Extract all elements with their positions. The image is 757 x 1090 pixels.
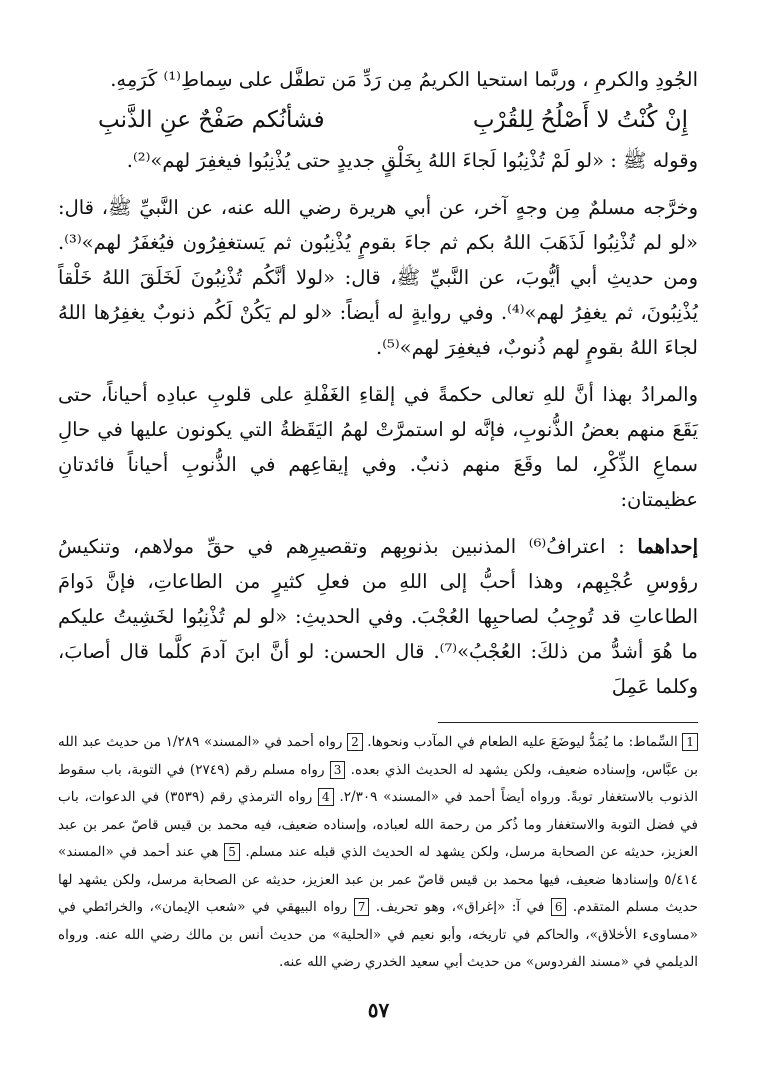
footnote-number: 7 bbox=[354, 898, 370, 916]
footnote-text: رواه البيهقي في «شعب الإيمان»، والخرائطي في «مساوىء الأخلاق»، والحاكم في تاريخه، وأبو نعيم في «الحلية» من حديث أنس بن مالك رضي الله عنه. ورواه الديلمي في «مسند الفردوس» من حديث أبي سعيد الخدري رضي الله عنه. bbox=[58, 899, 698, 970]
footnote-number: 5 bbox=[224, 843, 240, 861]
paragraph-5 bbox=[58, 529, 698, 704]
footnote-text: رواه الترمذي رقم (٣٥٣٩) في الدعوات، باب في فضل التوبة والاستغفار وما ذُكر من رحمة الله لعباده، وإسناده ضعيف، فيه محمد بن قيس قاصّ عمر بن عبد العزيز، حديثه عن الصحابة مرسل، ولكن يشهد له الحديث الذي قبله عند مسلم. bbox=[58, 789, 698, 860]
verse-hemistich-1: إِنْ كُنْتُ لا أَصْلُحُ لِلقُرْبِ bbox=[472, 107, 688, 133]
footnote-number: 1 bbox=[682, 733, 698, 751]
footnote-item bbox=[367, 734, 698, 750]
paragraph-1: الجُودِ والكرمِ ، وربَّما استحيا الكريمُ مِن رَدِّ مَن تطفَّل على سِماطِ⁽¹⁾ كَرَمِهِ. bbox=[110, 68, 698, 91]
footnote-number: 3 bbox=[330, 761, 346, 779]
footnote-number: 4 bbox=[318, 788, 334, 806]
footnote-text: السِّماط: ما يُمَدُّ ليوضَعَ عليه الطعام في المآدب ونحوها. bbox=[367, 734, 678, 750]
footnote-text: هي عند أحمد في «المسند» ٥/٤١٤ وإسنادها ضعيف، فيها محمد بن قيس قاصّ عمر بن عبد العزيز، حديثه عن الصحابة مرسل، ولكن يشهد لها حديث مسلم المتقدم. bbox=[58, 844, 698, 915]
paragraph-2: وقوله ﷺ : «لو لَمْ تُذْنِبُوا لَجاءَ اللهُ بِخَلْقٍ جديدٍ حتى يُذْنِبُوا فيغفِرَ لهم»⁽²⁾. bbox=[126, 149, 698, 172]
paragraph-3: وخرَّجه مسلمٌ مِن وجهٍ آخر، عن أبي هريرة رضي الله عنه، عن النَّبيِّ ﷺ، قال: «لو لم تُذْنِبُوا لَذَهَبَ اللهُ بكم ثم جاءَ بقومٍ يُذْنِبُون ثم يَستغفِرُون فيُغفَرُ لهم»⁽³⁾. ومن حديثِ أبي أيُّوبَ، عن النَّبيِّ ﷺ، قال: «لولا أنَّكُم تُذْنِبُونَ لَخَلَقَ اللهُ خَلْقاً يُذْنِبُونَ، ثم يغفِرُ لهم»⁽⁴⁾. وفي روايةٍ له أيضاً: «لو لم يَكُنْ لَكُم ذنوبٌ يغفِرُها اللهُ لجاءَ اللهُ بقومٍ لهم ذُنوبٌ، فيغفِرَ لهم»⁽⁵⁾. bbox=[58, 196, 699, 359]
footnotes bbox=[58, 729, 698, 977]
footnote-text: رواه مسلم رقم (٢٧٤٩) في التوبة، باب سقوط الذنوب بالاستغفار توبةً. ورواه أيضاً أحمد في «المسند» ٢/٣٠٩. bbox=[58, 761, 698, 805]
verse-hemistich-2: فشأنُكم صَفْحٌ عنِ الذَّنبِ bbox=[98, 107, 325, 133]
page-number: ٥٧ bbox=[367, 998, 390, 1022]
footnote-number: 2 bbox=[347, 733, 363, 751]
footnote-number: 6 bbox=[551, 898, 567, 916]
paragraph-5-text: : اعترافُ⁽⁶⁾ المذنبين بذنوبِهم وتقصيرِهم في حقِّ مولاهم، وتنكيسُ رؤوسِ عُجْبِهم، وهذا أحبُّ إلى اللهِ من فعلِ كثيرٍ من الطاعاتِ، فإنَّ دَوامَ الطاعاتِ قد تُوجِبُ لصاحبِها العُجْبَ. وفي الحديثِ: «لو لم تُذْنِبُوا لخَشِيتُ عليكم ما هُوَ أشدُّ من ذلكَ: العُجْبُ»⁽⁷⁾. قال الحسن: لو أنَّ ابنَ آدمَ كلَّما قال أصابَ، وكلما عَمِلَ bbox=[58, 535, 698, 698]
page-body bbox=[58, 62, 698, 977]
footnote-item bbox=[376, 899, 567, 915]
paragraph-5-lead: إحداهما bbox=[637, 535, 698, 558]
footnote-text: في آ: «إغراق»، وهو تحريف. bbox=[375, 899, 545, 915]
footnote-divider bbox=[438, 722, 698, 723]
verse bbox=[98, 99, 688, 141]
paragraph-4: والمرادُ بهذا أنَّ للهِ تعالى حكمةً في إلقاءِ الغَفْلةِ على قلوبِ عبادِه أحياناً، حتى يَقَعَ منهم بعضُ الذُّنوبِ، فإنَّه لو استمرَّتْ لهمُ اليَقَظةُ التي يكونون عليها في حالِ سماعِ الذِّكْرِ، لما وقَعَ منهم ذنبٌ. وفي إيقاعِهم في الذُّنوبِ أحياناً فائدتانِ عظيمتان: bbox=[58, 383, 698, 511]
footnote-text: رواه أحمد في «المسند» ١/٢٨٩ من حديث عبد الله بن عبَّاس، وإسناده ضعيف، ولكن يشهد له الحديث الذي بعده. bbox=[58, 734, 698, 778]
